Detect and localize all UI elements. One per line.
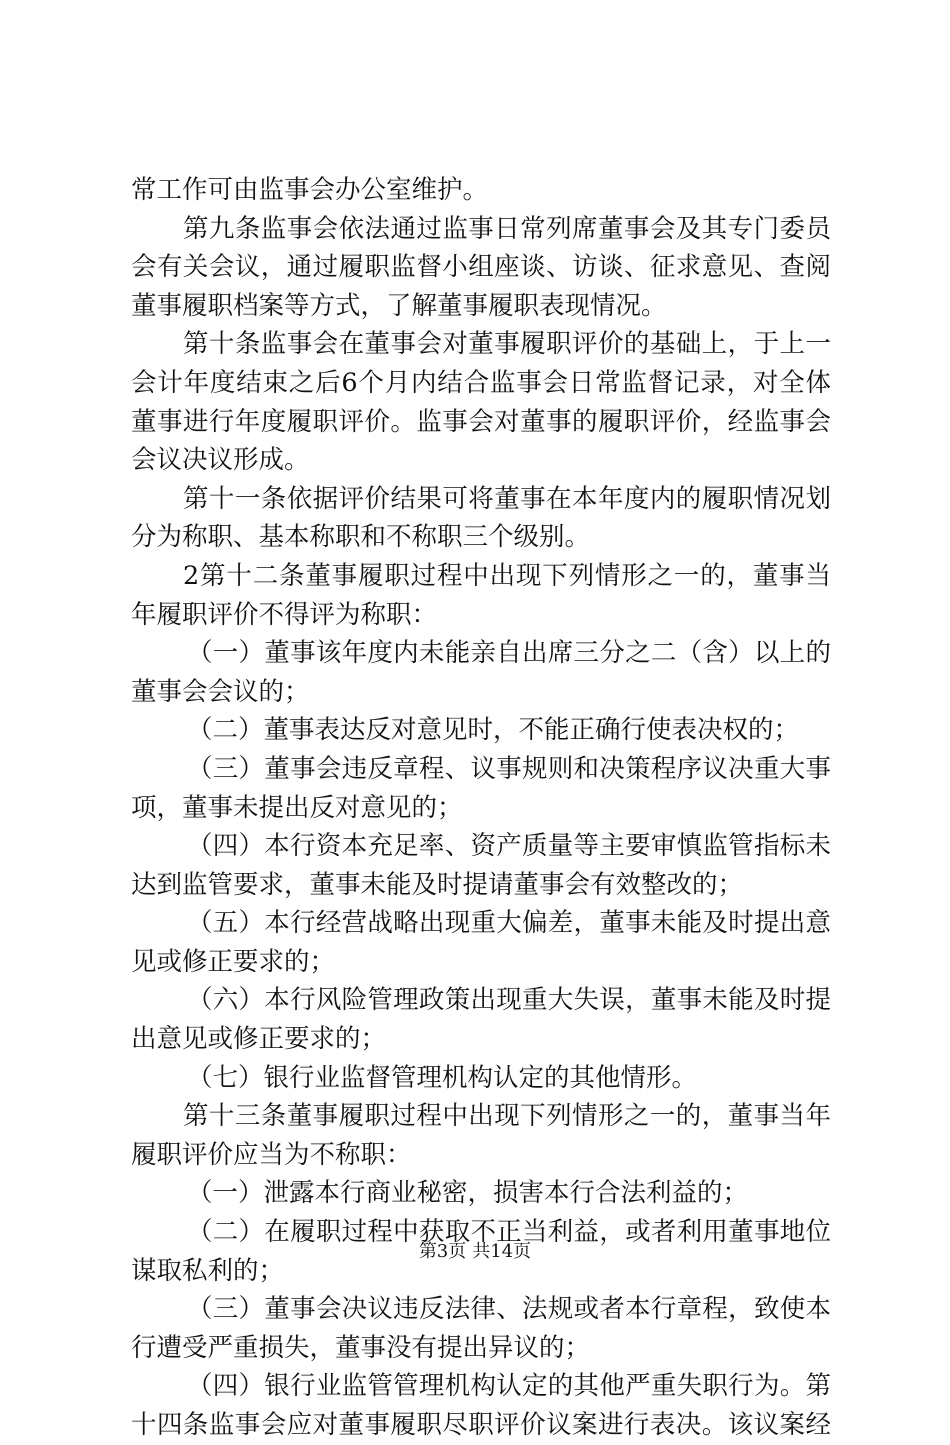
- text-line: 第九条监事会依法通过监事日常列席董事会及其专门委员: [183, 213, 831, 244]
- text-line: （七）银行业监督管理机构认定的其他情形。: [187, 1062, 698, 1093]
- text-line: 年履职评价不得评为称职：: [131, 599, 438, 630]
- text-line: 十四条监事会应对董事履职尽职评价议案进行表决。该议案经: [131, 1410, 831, 1440]
- text-line: （二）董事表达反对意见时，不能正确行使表决权的；: [187, 715, 800, 746]
- text-line: 项，董事未提出反对意见的；: [131, 792, 463, 823]
- text-line: 谋取私利的；: [131, 1255, 285, 1286]
- text-line: （六）本行风险管理政策出现重大失误，董事未能及时提: [187, 985, 831, 1016]
- text-line: 第十条监事会在董事会对董事履职评价的基础上，于上一: [183, 329, 831, 360]
- text-line: （四）本行资本充足率、资产质量等主要审慎监管指标未: [187, 831, 831, 862]
- page-footer: [0, 1240, 950, 1264]
- text-line: 见或修正要求的；: [131, 946, 336, 977]
- text-line: （三）董事会违反章程、议事规则和决策程序议决重大事: [187, 753, 831, 784]
- text-line: 董事进行年度履职评价。监事会对董事的履职评价，经监事会: [131, 406, 831, 437]
- text-line: 董事履职档案等方式，了解董事履职表现情况。: [131, 290, 667, 321]
- text-line: （四）银行业监管管理机构认定的其他严重失职行为。第: [187, 1371, 831, 1402]
- text-line: 会议决议形成。: [131, 445, 310, 476]
- page-total: 共14页: [472, 1241, 532, 1262]
- text-line: 2第十二条董事履职过程中出现下列情形之一的，董事当: [183, 560, 831, 591]
- text-line: （三）董事会决议违反法律、法规或者本行章程，致使本: [187, 1294, 831, 1325]
- text-line: 分为称职、基本称职和不称职三个级别。: [131, 522, 591, 553]
- text-line: 第十三条董事履职过程中出现下列情形之一的，董事当年: [183, 1101, 831, 1132]
- text-line: 第十一条依据评价结果可将董事在本年度内的履职情况划: [183, 483, 831, 514]
- text-line: 董事会会议的；: [131, 676, 310, 707]
- text-line: 会有关会议，通过履职监督小组座谈、访谈、征求意见、查阅: [131, 252, 831, 283]
- text-line: （一）董事该年度内未能亲自出席三分之二（含）以上的: [187, 638, 831, 669]
- text-line: （五）本行经营战略出现重大偏差，董事未能及时提出意: [187, 908, 831, 939]
- text-line: 出意见或修正要求的；: [131, 1024, 387, 1055]
- text-line: 常工作可由监事会办公室维护。: [131, 175, 489, 205]
- page-number: 第3页: [418, 1241, 467, 1262]
- text-line: （一）泄露本行商业秘密，损害本行合法利益的；: [187, 1178, 749, 1209]
- text-line: 履职评价应当为不称职：: [131, 1139, 412, 1170]
- text-line: 会计年度结束之后6个月内结合监事会日常监督记录，对全体: [131, 367, 831, 398]
- text-line: 达到监管要求，董事未能及时提请董事会有效整改的；: [131, 869, 744, 900]
- text-line: （二）在履职过程中获取不正当利益，或者利用董事地位: [187, 1217, 831, 1248]
- text-line: 行遭受严重损失，董事没有提出异议的；: [131, 1332, 591, 1363]
